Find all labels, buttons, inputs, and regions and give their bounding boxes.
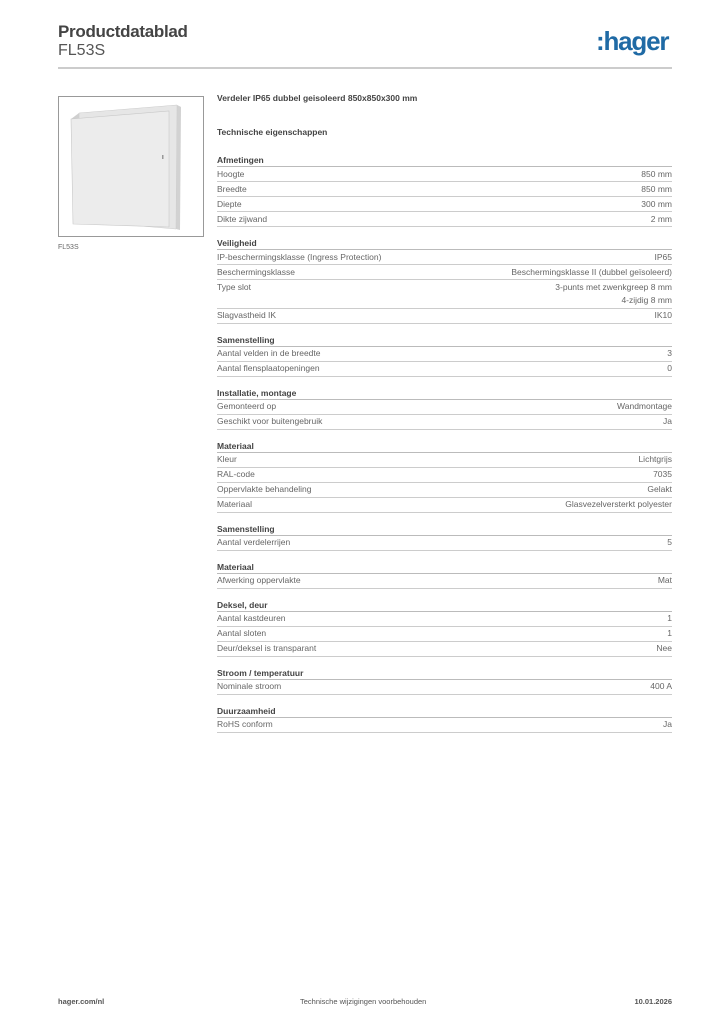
spec-value: Nee [656,643,672,653]
spec-label: Aantal verdelerrijen [217,537,291,547]
footer-date: 10.01.2026 [634,997,672,1006]
spec-value: Glasvezelversterkt polyester [565,499,672,509]
spec-label: Hoogte [217,168,245,179]
section-title: Deksel, deur [217,598,672,612]
spec-value: 850 mm [641,168,672,179]
spec-value: 0 [667,363,672,373]
tech-heading: Technische eigenschappen [217,127,328,137]
spec-value: IK10 [654,310,672,320]
spec-value: Beschermingsklasse II (dubbel geïsoleerd) [511,266,672,277]
spec-value: Ja [663,416,672,426]
spec-row [217,182,672,197]
spec-row [217,280,672,309]
spec-section [217,153,672,227]
spec-row [217,400,672,415]
spec-label: Oppervlakte behandeling [217,484,312,494]
page-title: Productdatablad [58,22,188,41]
spec-row [217,574,672,589]
section-title: Afmetingen [217,153,672,167]
spec-value: Lichtgrijs [638,454,672,464]
spec-row [217,212,672,227]
section-title: Stroom / temperatuur [217,666,672,680]
footer-note: Technische wijzigingen voorbehouden [300,997,427,1006]
spec-row [217,498,672,513]
spec-row [217,468,672,483]
spec-row [217,718,672,733]
spec-value: 300 mm [641,198,672,209]
spec-value: 850 mm [641,183,672,194]
spec-label: RoHS conform [217,719,273,729]
header-divider [58,67,672,69]
spec-row [217,309,672,324]
spec-label: Afwerking oppervlakte [217,575,301,585]
spec-row [217,250,672,265]
spec-value: 1 [667,613,672,623]
spec-section [217,236,672,324]
spec-value: 7035 [653,469,672,479]
spec-value: Wandmontage [617,401,672,411]
spec-row [217,415,672,430]
product-code: FL53S [58,42,106,59]
spec-label: Geschikt voor buitengebruik [217,416,323,426]
section-title: Duurzaamheid [217,704,672,718]
spec-value: 1 [667,628,672,638]
spec-value: 3-punts met zwenkgreep 8 mm 4-zijdig 8 mm [555,281,672,305]
spec-row [217,642,672,657]
spec-section [217,704,672,733]
hager-logo: :hager [596,26,669,56]
spec-value: 3 [667,348,672,358]
product-image [58,96,204,237]
section-title: Samenstelling [217,333,672,347]
spec-value: 2 mm [650,213,672,224]
spec-label: RAL-code [217,469,255,479]
spec-section [217,666,672,695]
spec-label: Deur/deksel is transparant [217,643,317,653]
spec-value: IP65 [654,251,672,262]
image-caption: FL53S [58,244,79,251]
spec-row [217,627,672,642]
spec-section [217,560,672,589]
spec-label: Nominale stroom [217,681,282,691]
product-description: Verdeler IP65 dubbel geisoleerd 850x850x300 mm [217,93,418,103]
section-title: Materiaal [217,439,672,453]
spec-label: Type slot [217,281,252,292]
section-title: Veiligheid [217,236,672,250]
spec-label: Gemonteerd op [217,401,277,411]
spec-label: Aantal velden in de breedte [217,348,321,358]
spec-section [217,386,672,430]
spec-value: 5 [667,537,672,547]
spec-label: Slagvastheid IK [217,310,277,320]
spec-value: Mat [657,575,672,585]
spec-row [217,453,672,468]
spec-label: Aantal sloten [217,628,267,638]
spec-label: Aantal kastdeuren [217,613,286,623]
spec-row [217,680,672,695]
spec-section [217,522,672,551]
spec-row [217,612,672,627]
spec-value: Ja [663,719,672,729]
spec-value: Gelakt [647,484,672,494]
spec-row [217,197,672,212]
spec-label: Dikte zijwand [217,213,268,224]
spec-section [217,439,672,513]
spec-section [217,333,672,377]
spec-label: Diepte [217,198,242,209]
spec-label: Kleur [217,454,237,464]
section-title: Installatie, montage [217,386,672,400]
spec-section [217,598,672,657]
spec-content [217,93,672,733]
section-title: Samenstelling [217,522,672,536]
spec-label: Breedte [217,183,247,194]
spec-row [217,265,672,280]
spec-row [217,362,672,377]
section-title: Materiaal [217,560,672,574]
spec-row [217,167,672,182]
footer-website[interactable]: hager.com/nl [58,997,105,1006]
spec-label: Aantal flensplaatopeningen [217,363,320,373]
spec-label: Materiaal [217,499,252,509]
spec-value: 400 A [650,681,672,691]
spec-label: Beschermingsklasse [217,266,295,277]
spec-label: IP-beschermingsklasse (Ingress Protection) [217,251,382,262]
spec-row [217,347,672,362]
spec-row [217,536,672,551]
spec-row [217,483,672,498]
